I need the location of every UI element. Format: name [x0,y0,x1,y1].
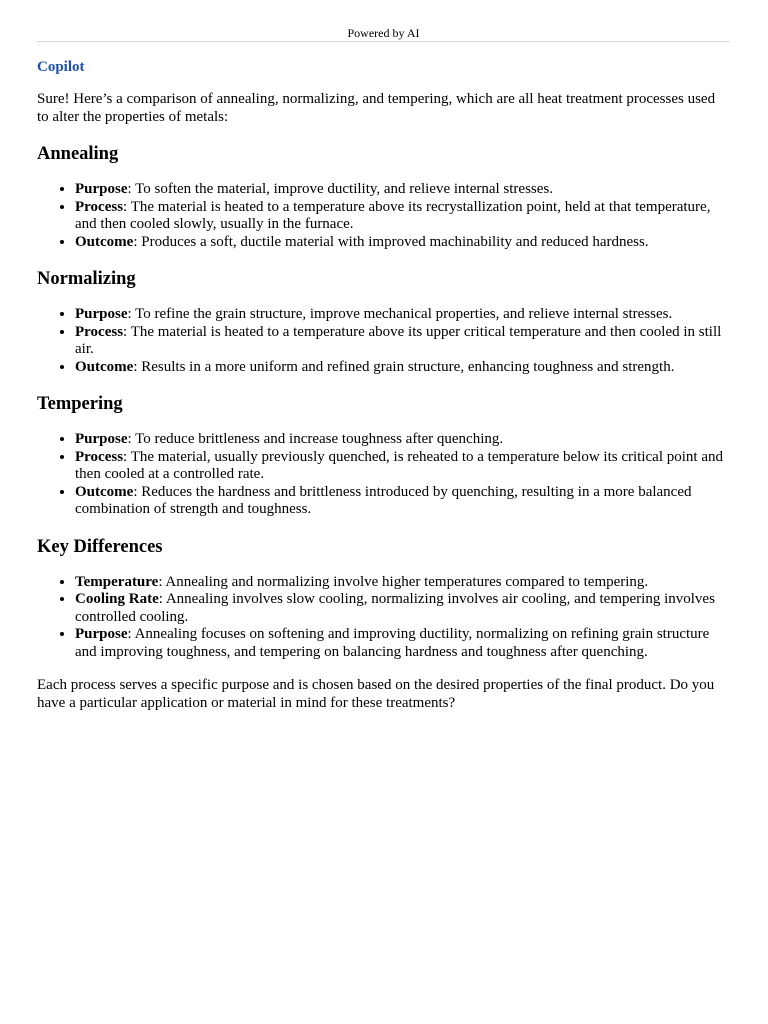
section-heading: Tempering [37,394,123,414]
section-normalizing [37,268,730,376]
bullet-term: Outcome [75,358,134,375]
bullet-term: Process [75,198,124,215]
bullet-term: Purpose [75,431,128,447]
bullet-text: : Annealing focuses on softening and improving ductility, normalizing on refining grain structure and improving toughness, and tempering on balancing hardness and toughness after quenching. [75,626,710,660]
bullet-list [37,431,730,519]
list-item [75,306,730,324]
list-item [75,574,730,592]
list-item [75,324,730,359]
section-heading: Normalizing [37,269,136,289]
bullet-term: Purpose [75,306,128,322]
list-item [75,484,730,519]
closing-paragraph: Each process serves a specific purpose and is chosen based on the desired properties of the final product. Do you have a particular application or material in mind for these treatments? [37,677,715,711]
list-item [75,199,730,234]
conversation-page [37,0,730,712]
bullet-term: Purpose [75,181,128,197]
bullet-text: : Annealing involves slow cooling, normalizing involves air cooling, and tempering involves controlled cooling. [75,591,715,625]
bullet-list [37,574,730,662]
bullet-term: Process [75,323,124,340]
powered-by-label: Powered by AI [347,26,420,40]
bullet-text: : The material is heated to a temperature above its recrystallization point, held at that temperature, and then cooled slowly, usually in the furnace. [75,198,711,232]
list-item [75,626,730,661]
list-item [75,181,730,199]
bullet-text: : To refine the grain structure, improve mechanical properties, and relieve internal stresses. [127,306,673,322]
section-key-differences [37,536,730,662]
bullet-text: : Annealing and normalizing involve higher temperatures compared to tempering. [158,573,649,590]
bullet-text: : The material, usually previously quenched, is reheated to a temperature below its critical point and then cooled at a controlled rate. [75,448,723,482]
speaker-name: Copilot [37,59,85,75]
bullet-term: Process [75,448,124,465]
bullet-term: Cooling Rate [75,591,159,607]
bullet-text: : The material is heated to a temperature above its upper critical temperature and then cooled in still air. [75,323,722,357]
section-heading: Key Differences [37,536,163,557]
bullet-text: : To reduce brittleness and increase toughness after quenching. [127,431,504,447]
bullet-term: Outcome [75,233,134,250]
powered-by-header [37,0,730,42]
list-item [75,591,730,626]
bullet-text: : Produces a soft, ductile material with improved machinability and reduced hardness. [133,233,649,250]
section-heading: Annealing [37,144,119,164]
bullet-text: : To soften the material, improve ductility, and relieve internal stresses. [127,181,553,197]
bullet-term: Purpose [75,626,128,642]
intro-paragraph: Sure! Here’s a comparison of annealing, normalizing, and tempering, which are all heat treatment processes used to alter the properties of metals: [37,91,716,125]
list-item [75,234,730,252]
bullet-text: : Results in a more uniform and refined grain structure, enhancing toughness and strength. [133,358,675,375]
bullet-text: : Reduces the hardness and brittleness introduced by quenching, resulting in a more balanced combination of strength and toughness. [75,483,692,517]
bullet-list [37,306,730,376]
section-annealing [37,143,730,251]
list-item [75,449,730,484]
bullet-list [37,181,730,251]
list-item [75,359,730,377]
list-item [75,431,730,449]
bullet-term: Temperature [75,573,159,590]
bullet-term: Outcome [75,483,134,500]
section-tempering [37,393,730,519]
